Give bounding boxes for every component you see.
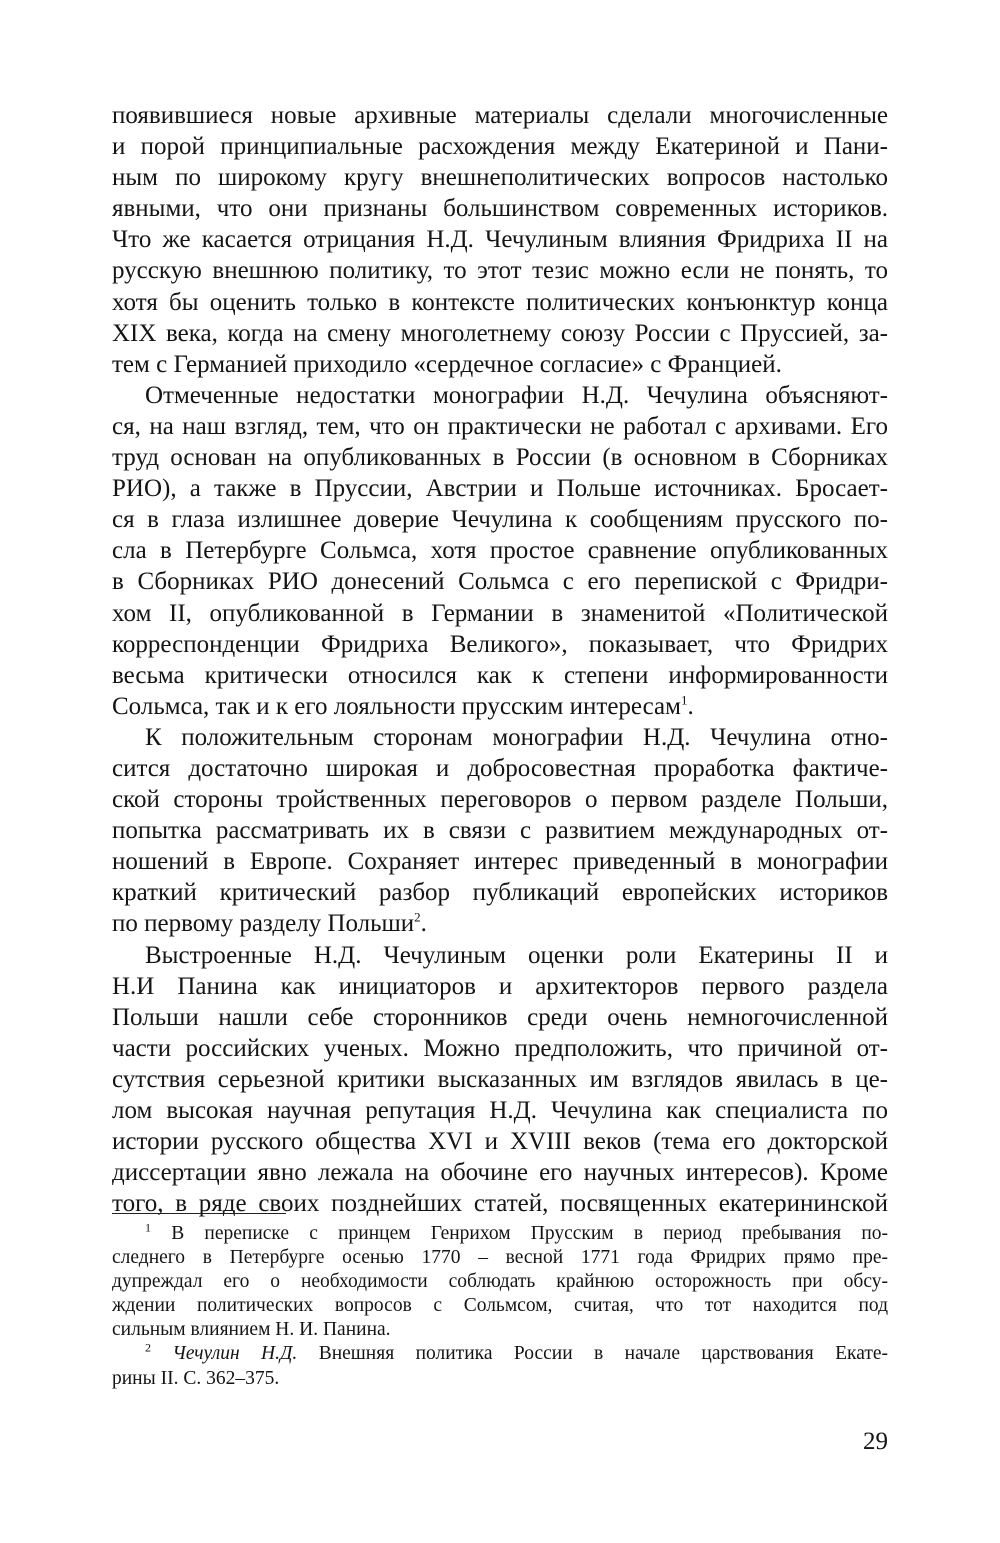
footnote-title: Внешняя политика России в начале царствования Екате- bbox=[318, 1343, 888, 1365]
footnote-text: В переписке с принцем Генрихом Прусским в период пребывания по- bbox=[171, 1223, 888, 1244]
text-line: корреспонденции Фридриха Великого», показывает, что Фридрих bbox=[112, 630, 888, 658]
text-line: ношений в Европе. Сохраняет интерес приведенный в монографии bbox=[112, 848, 888, 876]
footnote-line: следнего в Петербурге осенью 1770 – весной 1771 года Фридрих прямо пре- bbox=[112, 1247, 888, 1269]
text-line: Что же касается отрицания Н.Д. Чечулиным влияния Фридриха II на bbox=[112, 226, 888, 254]
line-end: . bbox=[420, 910, 427, 938]
footnote-ref[interactable]: 2 bbox=[414, 910, 421, 926]
footnote-line: рины II. С. 362–375. bbox=[112, 1367, 280, 1389]
text-line: весьма критически относился как к степени информированности bbox=[112, 661, 888, 689]
text-line: появившиеся новые архивные материалы сделали многочисленные bbox=[112, 102, 888, 129]
text-line: ся в глаза излишнее доверие Чечулина к сообщениям прусского по- bbox=[112, 506, 888, 534]
text-line: краткий критический разбор публикаций европейских историков bbox=[112, 879, 888, 907]
footnote-author: Чечулин Н.Д. bbox=[172, 1343, 298, 1365]
text-line: хом II, опубликованной в Германии в знаменитой «Политической bbox=[112, 599, 888, 627]
text-line: ным по широкому кругу внешнеполитических вопросов настолько bbox=[112, 164, 888, 192]
text-line: Н.И Панина как инициаторов и архитекторов первого раздела bbox=[112, 972, 888, 1000]
text-line: попытка рассматривать их в связи с развитием международных от- bbox=[112, 817, 888, 845]
footnotes bbox=[112, 1222, 888, 1391]
text-line: диссертации явно лежала на обочине его научных интересов). Кроме bbox=[112, 1159, 888, 1187]
footnote-ref[interactable]: 1 bbox=[680, 692, 688, 708]
footnote-line: сильным влиянием Н. И. Панина. bbox=[112, 1319, 391, 1341]
paragraph-start: Отмеченные недостатки монографии Н.Д. Чечулина объясняют- bbox=[145, 381, 888, 409]
text-line: и порой принципиальные расхождения между Екатериной и Пани- bbox=[112, 133, 888, 161]
page-body bbox=[112, 100, 888, 1219]
text-line: XIX века, когда на смену многолетнему союзу России с Пруссией, за- bbox=[112, 319, 888, 347]
footnote-1 bbox=[112, 1222, 888, 1246]
text-line: сла в Петербурге Сольмса, хотя простое сравнение опубликованных bbox=[112, 537, 888, 565]
text-line: труд основан на опубликованных в России (в основном в Сборниках bbox=[112, 444, 888, 472]
text-line: в Сборниках РИО донесений Сольмса с его перепиской с Фридри- bbox=[112, 568, 888, 596]
text-line: Польши нашли себе сторонников среди очень немногочисленной bbox=[112, 1003, 888, 1031]
text-line: хотя бы оценить только в контексте политических конъюнктур конца bbox=[112, 288, 888, 316]
text-line: явными, что они признаны большинством современных историков. bbox=[112, 195, 888, 223]
line-text: по первому разделу Польши bbox=[112, 910, 415, 938]
footnote-line: ждении политических вопросов с Сольмсом, считая, что тот находится под bbox=[112, 1295, 888, 1317]
line-end: . bbox=[687, 692, 694, 720]
text-line: того, в ряде своих позднейших статей, посвященных екатерининской bbox=[112, 1190, 888, 1218]
text-line: РИО), а также в Пруссии, Австрии и Польше источниках. Бросает- bbox=[112, 475, 888, 503]
text-line: русскую внешнюю политику, то этот тезис можно если не понять, то bbox=[112, 257, 888, 285]
text-line: истории русского общества XVI и XVIII веков (тема его докторской bbox=[112, 1128, 888, 1156]
text-line-with-footnote bbox=[112, 691, 888, 722]
text-line: сутствия серьезной критики высказанных им взглядов явилась в це- bbox=[112, 1065, 888, 1093]
text-line: части российских ученых. Можно предположить, что причиной от- bbox=[112, 1034, 888, 1062]
footnote-line: дупреждал его о необходимости соблюдать крайнюю осторожность при обсу- bbox=[112, 1271, 888, 1293]
text-line-with-footnote bbox=[112, 908, 888, 939]
text-line: ся, на наш взгляд, тем, что он практически не работал с архивами. Его bbox=[112, 412, 888, 440]
text-line: сится достаточно широкая и добросовестная проработка фактиче- bbox=[112, 754, 888, 782]
footnote-2 bbox=[112, 1342, 888, 1366]
footnote-number: 1 bbox=[145, 1222, 151, 1235]
text-line: ской стороны тройственных переговоров о первом разделе Польши, bbox=[112, 786, 888, 814]
footnote-divider bbox=[112, 1213, 286, 1214]
line-text: Сольмса, так и к его лояльности прусским интересам bbox=[112, 692, 681, 720]
paragraph-start: Выстроенные Н.Д. Чечулиным оценки роли Екатерины II и bbox=[145, 941, 888, 969]
footnote-number: 2 bbox=[145, 1342, 151, 1355]
page-number: 29 bbox=[863, 1428, 888, 1455]
paragraph-start: К положительным сторонам монографии Н.Д. Чечулина отно- bbox=[145, 723, 888, 751]
text-line: тем с Германией приходило «сердечное согласие» с Францией. bbox=[112, 350, 782, 378]
text-line: лом высокая научная репутация Н.Д. Чечулина как специалиста по bbox=[112, 1097, 888, 1124]
